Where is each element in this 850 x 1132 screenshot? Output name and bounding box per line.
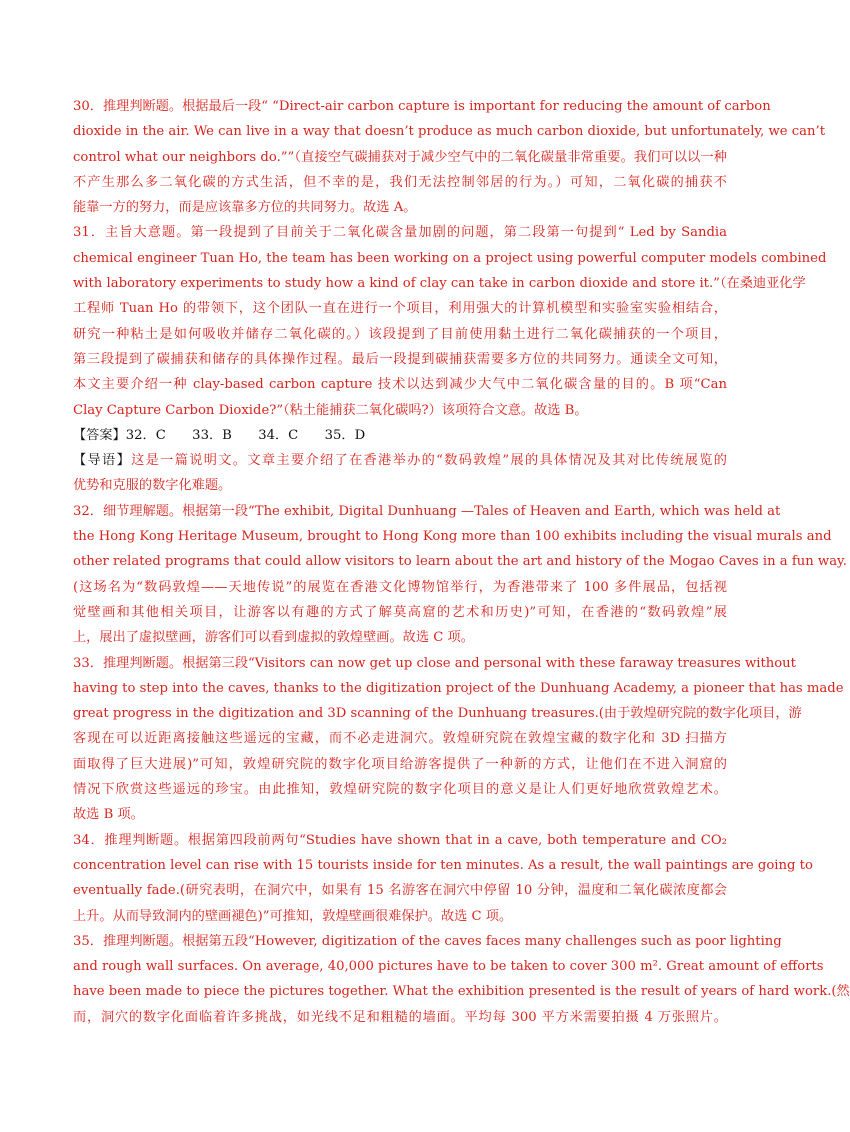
section-text: 这是一篇说明文。文章主要介绍了在香港举办的“数码敦煌”展的具体情况及其对比传统展览的 [131, 453, 727, 469]
text-line: with laboratory experiments to study how a kind of clay can take in carbon dioxide and store it.”（在桑迪亚化学 [73, 276, 806, 292]
text-line: 第三段提到了碳捕获和储存的具体操作过程。最后一段提到碳捕获需要多方位的共同努力。通读全文可知， [73, 351, 727, 367]
text-line: 工程师 Tuan Ho 的带领下，这个团队一直在进行一个项目，利用强大的计算机模型和实验室实验相结合， [73, 301, 727, 317]
text-line: eventually fade.(研究表明，在洞穴中，如果有 15 名游客在洞穴中停留 10 分钟，温度和二氧化碳浓度都会 [73, 883, 727, 899]
text-line: control what our neighbors do.””（直接空气碳捕获对于减少空气中的二氧化碳量非常重要。我们可以以一种 [73, 149, 727, 165]
text-line: have been made to piece the pictures together. What the exhibition presented is the result of years of hard work.(然 [73, 984, 850, 1000]
text-line: 本文主要介绍一种 clay-based carbon capture 技术以达到减少大气中二氧化碳含量的目的。B 项“Can [73, 377, 727, 393]
text-line: 能靠一方的努力，而是应该靠多方位的共同努力。故选 A。 [73, 200, 417, 216]
text-line: 不产生那么多二氧化碳的方式生活，但不幸的是，我们无法控制邻居的行为。）可知，二氧化碳的捕获不 [73, 174, 727, 190]
text-line: 【答案】32．C 33．B 34．C 35．D [73, 427, 366, 443]
text-line: the Hong Kong Heritage Museum, brought to Hong Kong more than 100 exhibits including the visual murals and [73, 529, 832, 545]
text-line: 上升。从而导致洞内的壁画褪色)”可推知，敦煌壁画很难保护。故选 C 项。 [73, 908, 513, 924]
text-line: 上，展出了虚拟壁画，游客们可以看到虚拟的敦煌壁画。故选 C 项。 [73, 630, 474, 646]
text-line: 研究一种粘土是如何吸收并储存二氧化碳的。）该段提到了目前使用黏土进行二氧化碳捕获的一个项目， [73, 326, 727, 342]
text-line: 面取得了巨大进展)”可知，敦煌研究院的数字化项目给游客提供了一种新的方式，让他们在不进入洞窟的 [73, 756, 727, 772]
text-line: (这场名为“数码敦煌——天地传说”的展览在香港文化博物馆举行，为香港带来了 100 多件展品，包括视 [73, 579, 727, 595]
text-line: 32．细节理解题。根据第一段“The exhibit, Digital Dunhuang —Tales of Heaven and Earth, which was held at [73, 503, 781, 519]
text-line: and rough wall surfaces. On average, 40,000 pictures have to be taken to cover 300 m². Great amount of efforts [73, 959, 824, 975]
text-line: 情况下欣赏这些遥远的珍宝。由此推知，敦煌研究院的数字化项目的意义是让人们更好地欣赏敦煌艺术。 [73, 782, 727, 798]
text-line: 35．推理判断题。根据第五段“However, digitization of the caves faces many challenges such as poor lighting [73, 933, 782, 949]
text-line: concentration level can rise with 15 tourists inside for ten minutes. As a result, the wall paintings are going to [73, 857, 813, 873]
text-line: 31．主旨大意题。第一段提到了目前关于二氧化碳含量加剧的问题，第二段第一句提到“ Led by Sandia [73, 225, 727, 241]
text-line: dioxide in the air. We can live in a way that doesn’t produce as much carbon dioxide, but unfortunately, we can’t [73, 124, 826, 140]
text-line: 优势和克服的数字化难题。 [73, 478, 232, 494]
text-line: 客现在可以近距离接触这些遥远的宝藏，而不必走进洞穴。敦煌研究院在敦煌宝藏的数字化和 3D 扫描方 [73, 731, 727, 747]
section-label: 【导语】 [73, 453, 132, 469]
text-line: 33．推理判断题。根据第三段“Visitors can now get up close and personal with these faraway treasures without [73, 655, 796, 671]
text-line [73, 448, 727, 473]
document-page [73, 94, 850, 1030]
text-line: 觉壁画和其他相关项目，让游客以有趣的方式了解莫高窟的艺术和历史)”可知，在香港的“数码敦煌”展 [73, 604, 727, 620]
text-line: great progress in the digitization and 3D scanning of the Dunhuang treasures.(由于敦煌研究院的数字化项目，游 [73, 706, 802, 722]
text-line: 34．推理判断题。根据第四段前两句“Studies have shown that in a cave, both temperature and CO₂ [73, 832, 727, 848]
text-line: other related programs that could allow visitors to learn about the art and history of the Mogao Caves in a fun way. [73, 554, 847, 570]
text-line: 而，洞穴的数字化面临着许多挑战，如光线不足和粗糙的墙面。平均每 300 平方米需要拍摄 4 万张照片。 [73, 1009, 727, 1025]
text-line: chemical engineer Tuan Ho, the team has been working on a project using powerful computer models combined [73, 250, 827, 266]
text-line: 故选 B 项。 [73, 807, 144, 823]
text-line: having to step into the caves, thanks to the digitization project of the Dunhuang Academy, a pioneer that has made [73, 680, 844, 696]
text-line: 30．推理判断题。根据最后一段“ “Direct-air carbon capture is important for reducing the amount of carbon [73, 99, 771, 114]
text-line: Clay Capture Carbon Dioxide?”（粘土能捕获二氧化碳吗?）该项符合文意。故选 B。 [73, 402, 588, 418]
